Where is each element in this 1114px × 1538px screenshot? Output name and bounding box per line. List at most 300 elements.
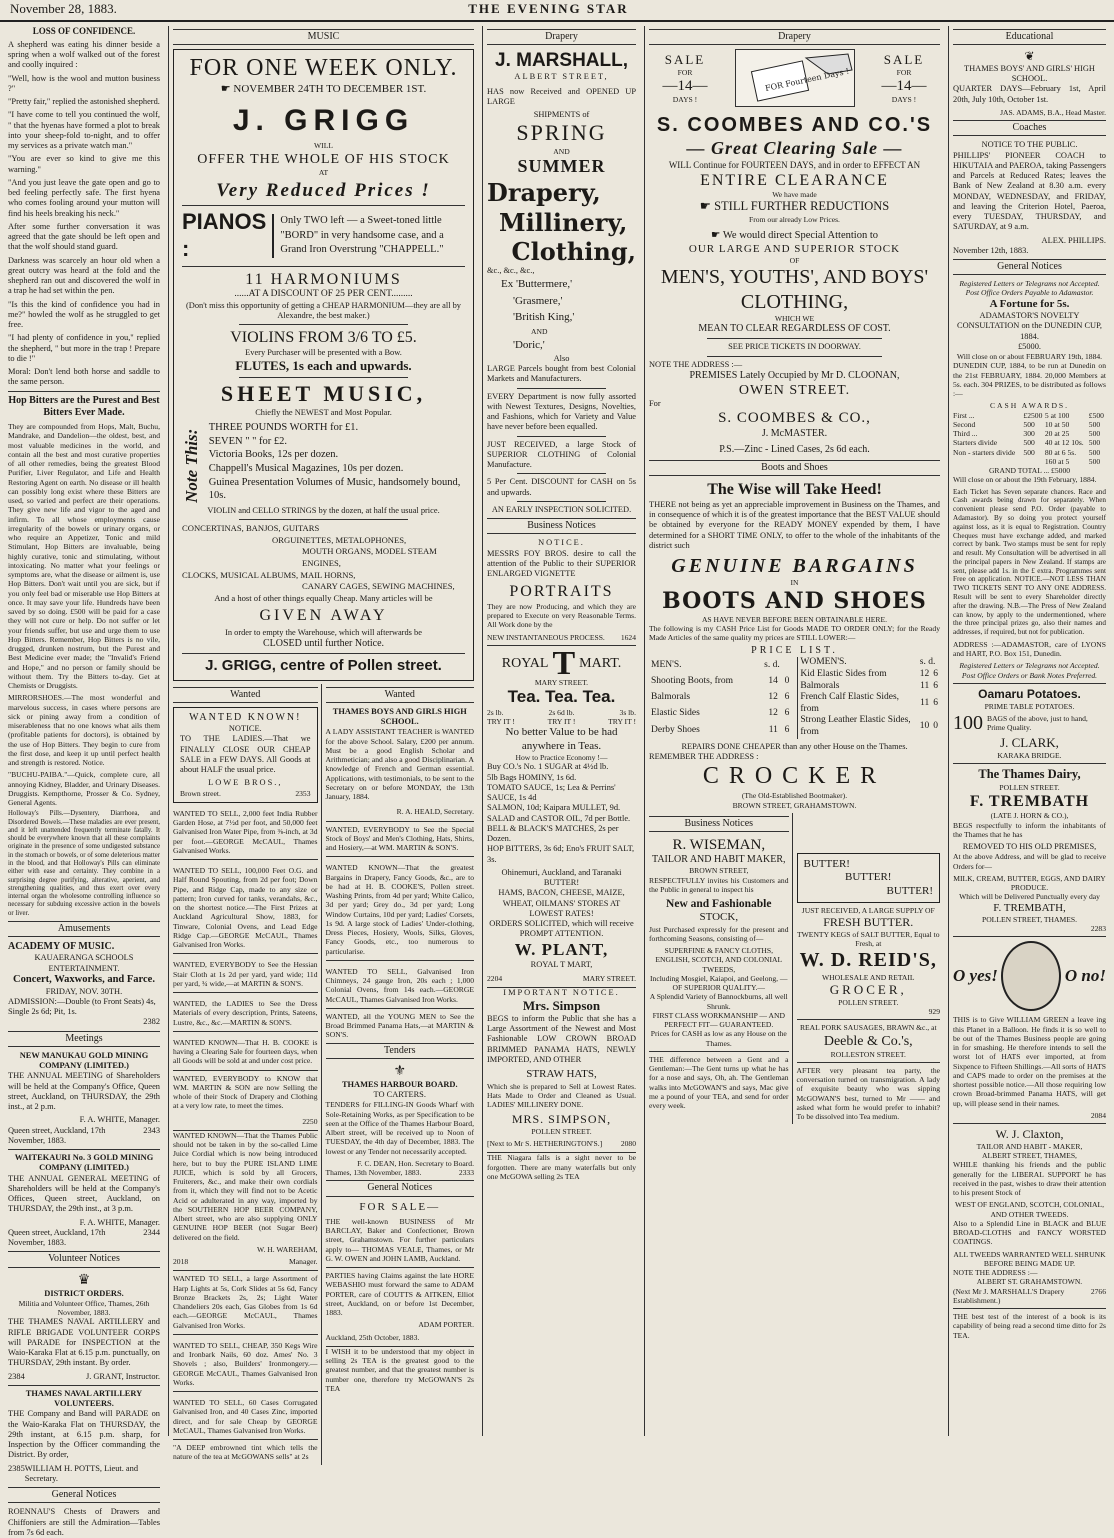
tna-title: THAMES NAVAL ARTILLERY VOLUNTEERS. [25,1388,143,1409]
economy: How to Practice Economy !— [515,753,608,763]
coach-notice: NOTICE TO THE PUBLIC. [981,140,1078,150]
wk-body: THE ANNUAL GENERAL MEETING of Shareholders will be held at the Company's Offices, Queen street, Auckland, on THURSDAY, the 29th inst., at 3 p.m. [8,1173,160,1214]
orders: ORDERS SOLICITED, which will receive PROMPT ATTENTION. [489,919,634,939]
section-volunteer: Volunteer Notices [8,1251,160,1267]
owen-st: OWEN STREET. [738,383,851,399]
ada-body: Each Ticket has Seven separate chances. Race and Cash awards being drawn for separately. When convenient please send P.O. Order (payable to Adamastor). By so doing you protect yourself against loss, as it is equal to Registration. Country Cheques must have exchange added, and marked correct by bank. Two stamps must be sent for reply and result. My Consultation will be advertised in all the principal papers in New Zealand. If stamps are sent, please add 1s. in the £ extra. Programmes sent Free on application. NOTICE.—NOT LESS THAN TWO TICKETS SENT TO ANY ONE ADDRESS. Result will be sent to every Shareholder directly after the drawing. N.B.—The Press of New Zealand can know, by apply to the undermentioned, where the three principal prizes go, also their names and addresses, if required, but not for publication. [953,487,1106,637]
r-wanted-3: WANTED TO SELL, Galvanised Iron Chimneys, 24 gauge Iron, 20s each ; 1,000 Colonial Ovens, from 14s each.—GEORGE McCAUL, Thames Galvanised Iron Works. [326,964,474,1009]
r-school-body: A LADY ASSISTANT TEACHER is WANTED for the above School. Salary, £200 per annum. Must be a good English Scholar and Arithmetician; and also a good Disciplinarian. A knowledge of French and German essential. Applications, with testimonials, to be sent to the Secretary on or before MONDAY, the 13th January, 1884. [325,727,474,802]
price-value: 12 [768,692,778,703]
butter-2: BUTTER! [845,871,892,884]
wanted-3: WANTED, EVERYBODY to See the Hessian Stair Cloth at 1s 2d per yard, yard wide; 11d per yard, ¾ wide,—at MARTIN & SON'S. [173,957,318,993]
begs: BEGS respectfully to inform the inhabitants of the Thames that he has [953,820,1106,839]
nm-no: 2343 [143,1125,160,1135]
r-wanted-4: WANTED, all the YOUNG MEN to See the Broad Brimmed Panama Hats,—at MARTIN & SON'S. [325,1011,474,1040]
wise-head: The Wise will Take Heed! [707,481,882,499]
ada-title: ADAMASTOR'S NOVELTY CONSULTATION on the DUNEDIN CUP, 1884. [957,311,1102,341]
prize-cell: £2500 [1023,410,1043,420]
in: IN [790,578,799,588]
tna-no: 2385 [8,1463,25,1473]
tickets: SEE PRICE TICKETS IN DOORWAY. [728,342,861,352]
mrs-simpson: MRS. SIMPSON, [511,1112,612,1127]
wk-no: 2344 [143,1227,160,1237]
pianos-label: PIANOS : [182,209,267,262]
just-received-butter: JUST RECEIVED, A LARGE SUPPLY OF [801,906,935,916]
reg-note-2: Registered Letters or Telegrams not Accepted. Post Office Orders or Bank Notes Preferred. [959,661,1100,680]
mens-youths: MEN'S, YOUTHS', AND BOYS' [660,266,929,289]
wanted-2: WANTED TO SELL, 100,000 Feet O.G. and Half Round Spouting, from 2d per foot; Down Pipe, and Ridge Cap, made to any size or pattern; Iron curved for tanks, verandahs, &c., on the shortest notice.—The First Prizes at Auckland Agricultural Show, 1883, for Tinware, Colonial Ovens, and Lead Edge Ridge Cap.—GEORGE McCAUL, Thames Galvanised Iron Works. [173,863,318,954]
plant-st: MARY STREET. [582,973,636,983]
story-paragraph: Moral: Don't lend both horse and saddle to the same person. [8,367,160,387]
thb-sig: F. C. DEAN, Hon. Secretary to Board. [357,1158,474,1168]
new-fashionable: New and Fashionable [666,898,772,911]
hand-icon: ☛ [710,229,723,241]
grand-total: GRAND TOTAL ... £5000 [988,466,1071,476]
story-paragraph: "You are ever so kind to give me this warning." [8,154,160,174]
column-3 [482,26,640,1436]
prize-cell: £500 [1088,410,1104,420]
claxton: W. J. Claxton, [995,1127,1064,1142]
important-notice: IMPORTANT NOTICE. [503,987,620,997]
col4-split [649,813,940,1125]
albert-st: ALBERT ST. GRAHAMSTOWN. [976,1277,1083,1287]
stock: STOCK, [699,911,739,924]
removed: REMOVED TO HIS OLD PREMISES, [962,842,1097,852]
prize-cell [1023,457,1044,466]
sd-head: s. d. [919,657,936,668]
mens-head: MEN'S. [651,659,682,670]
t-icon: T [552,644,576,682]
story-paragraph: A shepherd was eating his dinner beside a spring when a wolf walked out of the forest and coolly inquired : [8,39,160,70]
rolleston: ROLLESTON STREET. [830,1049,906,1059]
black: Also to a Splendid Line in BLACK and BLUE BROAD-CLOTHS and FANCY WORSTED COATINGS. [953,1218,1106,1247]
process: NEW INSTANTANEOUS PROCESS. [487,632,605,642]
price-row [798,669,940,681]
fourteen: —14— [662,77,708,94]
grocery-item: BELL & BLACK'S MATCHES, 2s per Dozen. [487,823,619,844]
hams: HAMS, BACON, CHEESE, MAIZE, WHEAT, OILMANS' STORES AT LOWEST RATES! [498,888,625,918]
marshall-st: ALBERT STREET, [514,72,609,82]
for-sale-body: THE well-known BUSINESS of Mr BARCLAY, Baker and Confectioner, Brown street, Grahamstown. For further particulars apply to— THOMAS VEALE, Thames, or Mr G. W. OWEN and JOHN LAMB, Auckland. [326,1214,474,1268]
price-item: Derby Shoes [651,724,700,735]
ft-no: 2283 [1090,924,1106,934]
ohine: Ohinemuri, Auckland, and Taranaki BUTTER! [501,867,622,888]
plant: W. PLANT, [514,939,609,959]
chiefly: Chiefly the NEWEST and Most Popular. [255,407,392,417]
week-dates: ☛ NOVEMBER 24TH TO DECEMBER 1ST. [220,83,427,96]
kauaeranga-title: KAUAERANGA SCHOOLS ENTERTAINMENT. [34,953,134,973]
simpson-body: BEGS to inform the Public that she has a Large Assortment of the Newest and Most Fashionable LOW CROWN BROAD BRIMMED PANAMA HATS, NEWLY IMPORTED, AND OTHER [487,1013,636,1064]
story-title: LOSS OF CONFIDENCE. [32,26,136,36]
for-label: For [649,399,661,409]
price-value: 6 [784,708,790,719]
repairs: REPAIRS DONE CHEAPER than any other House on the Thames. [681,741,908,751]
wanted-known-ad [173,707,318,803]
hundred: 100 [953,711,983,734]
roennau-body: ROENNAU'S Chests of Drawers and Chiffoniers are still the Admiration—Tables from 7s 6d each. [8,1507,160,1537]
price-row [649,674,791,690]
price-item: Kid Elastic Sides from [800,669,887,680]
wise-body: THERE not being as yet an appreciable improvement in Business on the Thames, and in consequence of which it is of the greatest importance that the BEST VALUE should be obtained by everyone for the READY MONEY expended by them, I have determined for a SHORT TIME ONLY, to offer to the whole of the inhabitants of the district such [649,499,940,550]
potato-block [953,711,1106,735]
price-value: 12 [919,669,930,680]
prize-cell: 10 at 50 [1044,419,1070,429]
prize-cell: 40 at 12 10s. [1044,438,1084,448]
prize-cell: 160 at 5 [1044,456,1070,466]
plant-no: 2204 [487,973,503,983]
misc-line: CONCERTINAS, BANJOS, GUITARS [182,523,320,534]
wk-addr: Queen street, Auckland, 17th November, 1883. [8,1227,106,1248]
grocery-items [487,762,636,865]
note-address: NOTE THE ADDRESS :— [649,359,743,369]
edu-school: THAMES BOYS' AND GIRLS' HIGH SCHOOL. [964,63,1095,84]
sale-word: SALE [664,51,706,67]
hand-card-icon [735,49,855,107]
reid: W. D. REID'S, [799,949,937,972]
story-paragraph: "I have come to tell you continued the wolf, " that the hyenas have formed a plot to break into your sheep-fold to-night, and to offer my services as a private watch man." [8,110,160,151]
thb-addr: Thames, 13th November, 1883. [325,1168,422,1178]
cash-awards: CASH AWARDS. [989,401,1070,411]
note-addr: NOTE THE ADDRESS :— [953,1268,1038,1278]
salt-butter: TWENTY KEGS of SALT BUTTER, Equal to Fresh, at [797,929,940,949]
admission-no: 2382 [143,1017,160,1027]
karaka: KARAKA BRIDGE. [997,751,1062,760]
prize-row [953,411,1106,420]
one-week: FOR ONE WEEK ONLY. [189,55,458,82]
empty: In order to empty the Warehouse, which will afterwards be [225,627,422,637]
entire-clearance: ENTIRE CLEARANCE [700,171,889,189]
hop-body: They are compounded from Hops, Malt, Buchu, Mandrake, and Dandelion—the oldest, best, and most valuable medicines in the world, and contain all the best and most curative properties of all other remedies, being the greatest Blood Purifier, Liver Regulator, and Life and Health Restoring Agent on earth. No disease or ill health can possibly long exist where these Bitters are used, so varied and perfect are their operations. They give new life and vigor to the aged and infirm. To all whose employments cause irregularity of the bowels or urinary organs, or who require an Appetizer, Tonic and mild Stimulant, Hop Bitters are invaluable, being highly curative, tonic and stimulating, without intoxicating. No matter what your feelings or symptoms are, what the disease or ailment is, use Hop Bitters. Don't wait until you are sick, but if you only feel bad or miserable use Hop Bitters at once. It may save your life. Hundreds have been saved by so doing. £500 will be paid for a case they will not cure or help. Do not suffer or let your friends suffer, but use and urge them to use Hop Bitters. Remember, Hop Bitters is no vile, drugged, drunken nostrum, but the Purest and Best Medicine ever made; the "Invalid's Friend and Hope," and no person or family should be without them. Try the Bitters to-day. Get at Chemists or Druggists. [8,422,160,691]
sd-head: s. d. [764,659,780,670]
crocker-old: (The Old-Established Bootmaker). [741,791,848,801]
prize-row [953,429,1106,438]
plant-addr: ROYAL T MART, [530,960,593,970]
nm-addr: Queen street, Auckland, 17th November, 1883. [8,1125,106,1145]
butter-box [797,853,940,903]
wholesale: WHOLESALE AND RETAIL [821,972,915,982]
date-line: November 28, 1883. [10,1,117,16]
genuine-bargains: GENUINE BARGAINS [671,555,918,578]
sale-left [655,52,715,105]
crest-icon: ⚜ [393,1063,407,1079]
crocker-st: BROWN STREET, GRAHAMSTOWN. [732,800,857,810]
col4-left [649,813,793,1125]
niagara: THE Niagara falls is a sight never to be forgotten. There are many waterfalls but only one McGOWA selling 2s TEA [487,1153,636,1181]
butter-1: BUTTER! [803,857,850,870]
tea-price: 2s lb. [487,707,504,717]
suiting: SUPERFINE & FANCY CLOTHS, ENGLISH, SCOTCH, AND COLONIAL TWEEDS, [655,946,783,974]
section-music: MUSIC [173,29,474,45]
grigg-offer: OFFER THE WHOLE OF HIS STOCK [197,151,450,167]
grigg-name: J. GRIGG [232,103,415,137]
prize-cell: 5 at 100 [1044,410,1070,420]
grocery-item: 5lb Bags HOMINY, 1s 6d. [487,772,577,782]
r-wanted-2: WANTED KNOWN—That the greatest Bargains in Drapery, Fancy Goods, &c., are to be had at H. B. COOKE'S, Pollen street. Washing Prints, from 4d per yard; White Calico, 3d per yard; Grey do., 3d per yard; Long Window Curtains, 10d per yard; Ladies' Corsets, 1s 9d. A large stock of Ladies' Under-clothing, Dress Pieces, Hosiery, Wools, Silks, Gloves, Fancy Goods, etc., too numerous to particularise. [326,860,474,961]
fresh-butter: FRESH BUTTER. [823,915,914,930]
price-row [649,722,791,738]
reduced-prices: Very Reduced Prices ! [216,180,431,202]
price-value: 11 [768,724,778,735]
section-tenders: Tenders [326,1043,474,1059]
oamaru: Oamaru Potatoes. [978,686,1081,701]
price-item: Strong Leather Elastic Sides, from [800,715,911,737]
wanted-6-no: 2250 [173,1114,318,1131]
section-biz-3: Business Notices [487,518,636,534]
just-received: JUST RECEIVED, a large Stock of SUPERIOR CLOTHING of Colonial Manufacture. [487,439,636,470]
r-school-sig: R. A. HEALD, Secretary. [326,804,474,821]
etc: &c., &c., &c., [487,266,535,276]
grocery-item: HOP BITTERS, 3s 6d; Eno's FRUIT SALT, 3s. [487,844,635,864]
lowe-no: 2353 [295,788,311,798]
first-class: FIRST CLASS WORKMANSHIP — AND PERFECT FIT— GUARANTEED. [652,1010,785,1030]
days-word: DAYS ! [891,95,917,105]
reg-note: Registered Letters or Telegrams not Accepted. Post Office Orders Payable to Adamastor. [959,279,1100,298]
clothing: CLOTHING, [740,290,849,313]
price-row [649,690,791,706]
gent-body: THE difference between a Gent and a Gentleman:—The Gent turns up what he has for a nose and says, Oh, ah. The Gentleman walks into McGOWAN'S and says, Mac give me a pound of your TEA, and send for order every week. [649,1054,789,1111]
price-value: 6 [784,692,790,703]
story-paragraph: "Well, how is the wool and mutton business ?" [8,73,160,93]
early-inspection: AN EARLY INSPECTION SOLICITED. [491,504,632,514]
r-school-title: THAMES BOYS AND GIRLS HIGH SCHOOL. [332,706,467,727]
misc-line: MOUTH ORGANS, MODEL STEAM ENGINES, [302,546,437,569]
prize-row [953,457,1106,466]
clark: J. CLARK, [1000,735,1059,751]
thb-body: TENDERS for FILLING-IN Goods Wharf with Sole-Retaining Works, as per Specification to be seen at the Office of the Thames Harbour Board, Albert street, will be received up to Noon of TUESDAY, the 4th day of December, 1883. The lowest or any Tender not necessarily accepted. [325,1100,474,1156]
admission: ADMISSION:—Double (to Front Seats) 4s, Single 2s 6d; Pit, 1s. [8,996,156,1017]
price-value: 6 [784,724,790,735]
all-tweeds: ALL TWEEDS WARRANTED WELL SHRUNK BEFORE BEING MADE UP. [953,1249,1106,1268]
grocery-item: TOMATO SAUCE, 1s; Lea & Perrins' SAUCE, 1s 4d [487,782,616,803]
fourteen: —14— [881,77,927,94]
strings: VIOLIN and CELLO STRINGS by the dozen, at half the usual price. [207,506,440,515]
try-it: TRY IT ! [487,717,515,727]
prize-cell: Non - starters divide [953,447,1016,457]
centre-pollen: J. GRIGG, centre of Pollen street. [205,657,442,675]
misc-line: CLOCKS, MUSICAL ALBUMS, MAIL HORNS, [182,569,356,580]
story-paragraph: "Pretty fair," replied the astonished shepherd. [8,97,160,107]
dont-miss: (Don't miss this opportunity of getting a CHEAP HARMONIUM—they are all by Alexandre, the best maker.) [186,300,461,321]
section-general-1: General Notices [8,1487,160,1503]
will-close: Will close on or about the 19th February, 1884. [953,475,1097,485]
price-value: 11 [920,680,930,691]
wanted-7-sig: W. H. WAREHAM, [256,1244,318,1254]
column-2 [168,26,478,1462]
splendid: A Splendid Variety of Bannockburns, all well Shrunk. [649,992,788,1011]
concert-title: Concert, Waxworks, and Farce. [13,973,155,985]
prize-cell: Third ... [953,429,978,439]
low: From our already Low Prices. [749,214,840,224]
wanted-9: WANTED TO SELL, CHEAP, 350 Kegs Wire and Ironbark Nails, 60 doz. Ames' No. 3 Shovels ; also, Builders' Ironmongery.—GEORGE McCAUL, Thames Galvanised Iron Works. [173,1338,318,1392]
thb-title: THAMES HARBOUR BOARD. [341,1079,458,1089]
harmoniums: 11 HARMONIUMS [245,270,402,288]
coombes-title: S. COOMBES AND CO.'S [656,114,933,137]
coach-date: November 12th, 1883. [953,245,1029,255]
section-meetings: Meetings [8,1031,160,1047]
ada-closes: Will close on or about FEBRUARY 19th, 1884. [956,352,1103,362]
section-drapery-4: Drapery [649,29,940,45]
section-general-5: General Notices [953,259,1106,275]
parties-body: PARTIES having Claims against the late HORE WEBASHIO must forward the same to ADAM PORTER, care of COUTTS & AITKEN, Elliot street, Auckland, on or before 1st December, 1883. [325,1271,474,1318]
note-line: Victoria Books, 12s per dozen. [208,449,339,461]
district-sub: Militia and Volunteer Office, Thames, 26th November, 1883. [18,1298,150,1318]
grigg-ad [173,49,474,680]
section-boots: Boots and Shoes [649,460,940,476]
prize-cell: Starters divide [953,438,998,448]
coach-sig: ALEX. PHILLIPS. [1041,235,1106,245]
foy-body-2: They are now Producing, and which they are prepared to Execute on very Reasonable Terms. All Work done by the [487,601,636,630]
wanted-7: WANTED KNOWN—That the Thames Public should not be taken in by the so-called Lime Juice Cordial which is now being introduced here, but to buy the PURE ISLAND LIME JUICE, which is sold by all Grocers, Fruiterers, &c., and make their own cordials from it, which they will find not to be Acetic Acid or adulterated in any way, imported by the SOUTHERN HOP BEER COMPANY, Albert street, who are also supplying ONLY GENUINE HOP BEER (not Sugar Beer) delivered on the field. [173,1130,318,1242]
price-value: 0 [933,721,938,732]
coombes-will: WILL Continue for FOURTEEN DAYS, and in order to EFFECT AN [668,159,921,170]
wk-head: WANTED KNOWN! [189,711,302,723]
prize-cell: 300 [1023,429,1035,439]
wiseman-tailor: TAILOR AND HABIT MAKER, [652,854,786,866]
ornament-icon: ❦ [1024,49,1035,64]
discount: 5 Per Cent. DISCOUNT for CASH on 5s and upwards. [487,477,636,497]
marshall-has: HAS now Received and OPENED UP LARGE [487,86,636,106]
sco-name: S. COOMBES & CO., [718,410,871,427]
district-sig: J. GRANT, Instructor. [85,1371,160,1381]
paper-name: THE EVENING STAR [468,1,629,16]
grigg-at: AT [318,167,329,177]
process-no: 1624 [620,632,636,642]
prize-row [953,438,1106,447]
misc-line: ORGUINETTES, METALOPHONES, [272,534,407,545]
further-reductions: ☛ STILL FURTHER REDUCTIONS [699,199,890,214]
ada-five: £5000. [1017,341,1042,351]
price-value: 6 [933,680,938,691]
col2-split [173,684,474,1465]
price-value: 6 [933,698,938,708]
straw-hats: STRAW HATS, [526,1068,597,1081]
hand-icon: ☛ [699,199,715,214]
sale-right [874,52,934,105]
r-wanted-1: WANTED, EVERYBODY to See the Special Stock of Boys' and Men's Clothing, Hats, Shirts, and Hosiery,—at WM. MARTIN & SON'S. [326,822,474,858]
oyes-banner [953,941,1106,1011]
misc-line: And a host of other things equally Cheap. Many articles will be [214,592,433,603]
note-line: Guinea Presentation Volumes of Music, handsomely bound, 10s. [208,476,461,502]
column-1 [4,26,164,1537]
prize-cell: 20 at 25 [1044,429,1070,439]
hand-icon: ☛ [220,83,234,96]
ship: 'Grasmere,' [513,294,563,307]
millinery-word: Millinery, [499,207,628,237]
pianos-text: Only TWO left — a Sweet-toned little "BORD" in very handsome case, and a Grand Iron Overstrung "CHAPPELL." [272,214,465,258]
every-dept: EVERY Department is now fully assorted with Newest Textures, Designs, Novelties, and Fashions, which for Variety and Value have never before been equalled. [487,391,636,432]
never-before: AS HAVE NEVER BEFORE BEEN OBTAINABLE HERE. [701,614,888,624]
section-wanted-r: Wanted [326,687,474,703]
following: The following is my CASH Price List for Goods MADE TO ORDER ONLY; for the Ready Made Articles of the same quality my prices are STILL LOWER:— [649,623,940,643]
price-row [798,681,940,693]
price-item: Balmorals [800,680,840,691]
note-line: THREE POUNDS WORTH for £1. [208,422,359,434]
note-this-block [182,421,465,503]
concert-date: FRIDAY, NOV. 30TH. [45,986,123,996]
mirb-body: MIRRORSHOES.—The most wonderful and marvelous success, in cases where persons are sick or pining away from a condition of miserableness that no one knows what ails them (profitable patients for doctors), is obtained by the use of Hop Bitters. They begin to cure from the first dose, and keep it up until perfect health and strength is restored. Notice. [8,693,160,768]
story-paragraph: After some further conversation it was agreed that the gate should be left open and that the wolf should stand guard. [8,221,160,252]
grocery-item: SALMON, 10d; Kaipara MULLET, 9d. [487,803,621,813]
which-we: WHICH WE [774,314,815,323]
best-test: THE best test of the interest of a book is its capability of being read a second time ditto for 2s TEA. [953,1312,1106,1340]
deeble: Deeble & Co.'s, [823,1033,913,1049]
claxton-st: ALBERT STREET, THAMES, [982,1151,1077,1161]
col4-right [797,813,940,1125]
column-5 [948,26,1110,1436]
wanted-7-mgr: Manager. [289,1257,318,1267]
wanted-6: WANTED, EVERYBODY to KNOW that WM. MARTIN & SON are now Selling the whole of their Stock of Drapery and Clothing at a very low rate, to meet the times. [173,1073,318,1111]
thb-sub: TO CARTERS. [373,1090,426,1100]
great-clearing: — Great Clearing Sale — [686,137,903,158]
milk: MILK, CREAM, BUTTER, EGGS, AND DAIRY PRODUCE. [953,873,1106,893]
trembath: F. TREMBATH [969,792,1090,810]
wish-body: I WISH it to be understood that my object in selling 2s TEA is the greatest good to the greatest number, and that the greatest number is number one, therefore try McGOWAN'S 2s TEA [325,1346,474,1393]
reid-no: 929 [928,1007,940,1017]
remember: REMEMBER THE ADDRESS : [649,751,759,761]
district-no: 2384 [8,1371,25,1381]
made: We have made [772,190,817,200]
tea-price: 2s 6d lb. [548,707,575,717]
wanted-10: WANTED TO SELL, 60 Cases Corrugated Galvanised Iron, and 40 Cases Zinc, imported direct, and for sale Cheap by GEORGE McCAUL, Thames Galvanised Iron Works. [173,1395,318,1440]
pollen-st: POLLEN STREET. [531,1126,592,1136]
thb-no: 2333 [458,1168,474,1178]
price-item: Balmorals [651,692,691,703]
claxton-body: WHILE thanking his friends and the public generally for the LIBERAL SUPPORT he has received in the past, wishes to draw their attention to his present Stock of [953,1160,1106,1198]
wiseman-body: RESPECTFULLY invites his Customers and the Public in general to inspect his [649,875,789,894]
prize-cell: First ... [953,410,975,420]
price-value: 14 [768,676,778,686]
tna-sig: WILLIAM H. POTTS, Lieut. and Secretary. [24,1463,139,1483]
marshall-shipments: SHIPMENTS of [533,110,590,120]
wiseman: R. WISEMAN, [672,836,766,853]
portraits: PORTRAITS [509,583,614,601]
of: OF [789,255,800,265]
tea-price: 3s lb. [619,707,636,717]
wk-title: WAITEKAURI No. 3 GOLD MINING COMPANY (LIMITED.) [14,1153,154,1173]
butter-3: BUTTER! [886,884,933,897]
pleasant-body: AFTER very pleasant tea party, the conversation turned on transmigration. A lady of exquisite beauty who was sipping McGOWAN'S best, turned to Mr —— and asked what form he would prefer to inhabit? To be dissolved into Tea medium. [796,1065,940,1122]
mean-clear: MEAN TO CLEAR REGARDLESS OF COST. [698,323,891,335]
tna-body: THE Company and Band will PARADE on the Waio-Karaka Flat on THURSDAY, the 29th instant, at 6.15 p.m. sharp, for Inspection by the Officer commanding the District. By order, [8,1409,160,1460]
wanted-7-no: 2018 [173,1257,189,1267]
wanted-4: WANTED, the LADIES to See the Dress Materials of every description, Prints, Sateens, Lustre, &c., &c.—MARTIN & SON'S. [173,996,318,1032]
delivered: Which will be Delivered Punctually every day [959,892,1100,902]
also: Also [553,353,570,363]
for-word: FOR [896,67,912,77]
fortune: A Fortune for 5s. [989,297,1070,310]
section-drapery: Drapery [487,29,636,45]
late: (LATE J. HORN & CO.), [990,811,1069,821]
next-to: [Next to Mr S. HETHERINGTON'S.] [487,1139,603,1149]
grocery-item: SALAD and CASTOR OIL, 7d per Bottle. [487,813,631,823]
prize-cell: 500 [1023,438,1035,448]
violins: VIOLINS FROM 3/6 TO £5. [230,329,417,347]
buchu-body: "BUCHU-PAIBA."—Quick, complete cure, all annoying Kidney, Bladder, and Urinary Diseases. Druggists. Kempthorne, Prosser & Co. Sydney, General Agents. [8,770,160,808]
prize-row [953,448,1106,457]
academy-title: ACADEMY OF MUSIC. [8,941,115,953]
price-value: 6 [933,669,938,680]
balloon-body: THIS is to Give WILLIAM GREEN a leave ing this Planet in a Balloon. He finds it is so well to be out of the Thames Business people are going in for smashing. He therefore intends to sell the worst lot of HATS ever imported, at from Sixpence to Fifteen Shillings.—All sorts of HATS and CAPS made to order on the premises at the shortest possible notice.—All those requiring low crown Broad-brimmed Panama HATS, will get up, will please send in their names. [953,1015,1106,1108]
ship: AND [531,326,548,336]
section-educational: Educational [953,29,1106,45]
balloon-icon [1001,941,1061,1011]
ft-st: POLLEN STREET, THAMES. [981,914,1078,924]
prize-cell: 500 [1023,419,1035,429]
tea-head: Tea. Tea. Tea. [507,687,616,707]
discount: ......AT A DISCOUNT OF 25 PER CENT......... [234,289,413,300]
prize-row [953,420,1106,429]
wk-notice: NOTICE. [228,724,262,734]
